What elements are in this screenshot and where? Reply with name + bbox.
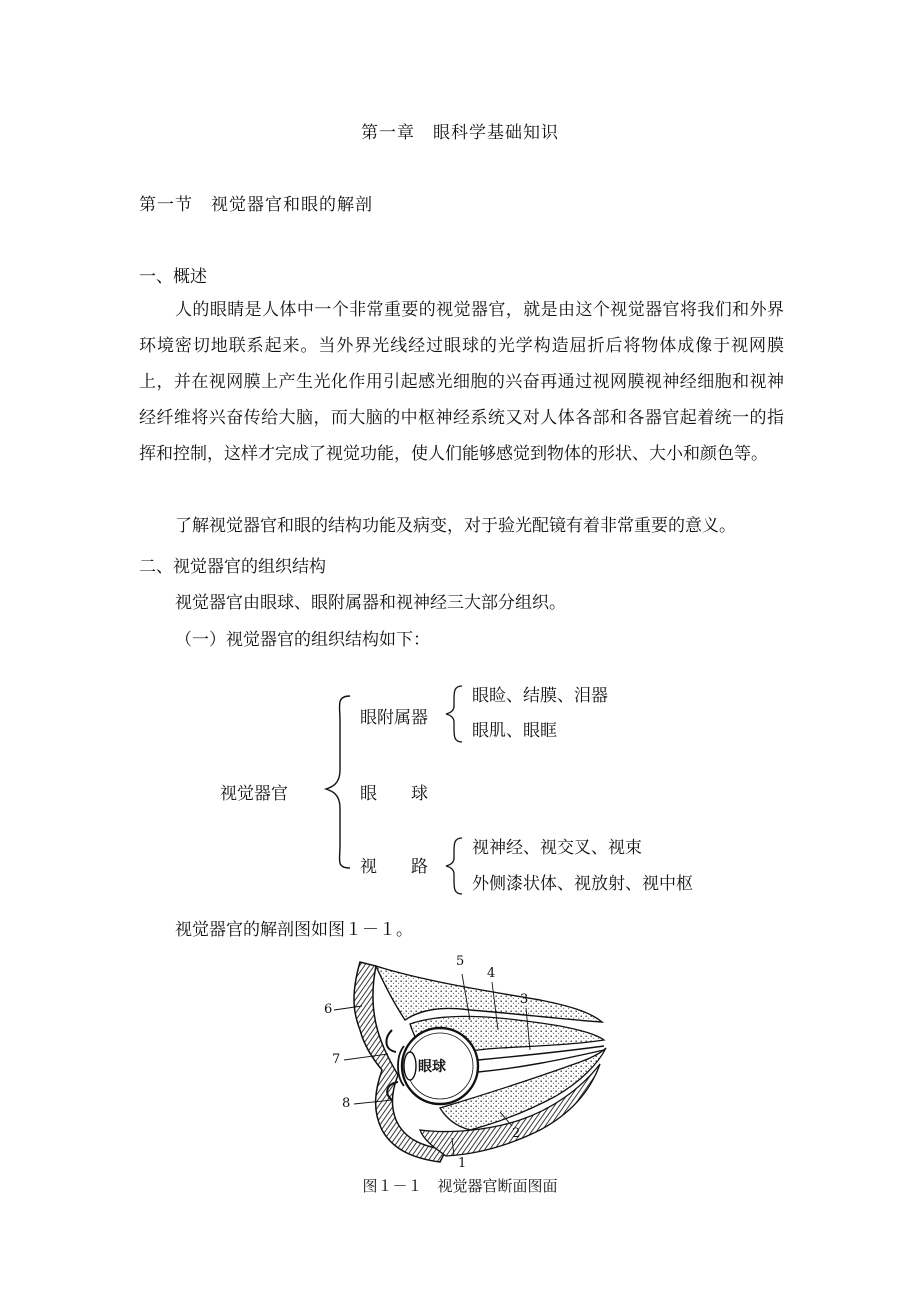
chapter-title: 第一章 眼科学基础知识 <box>361 123 559 143</box>
section-title: 第一节 视觉器官和眼的解剖 <box>139 195 373 215</box>
figure-number: 1 <box>458 1156 467 1171</box>
tree-root: 视觉器官 <box>220 784 288 804</box>
subheading-tree: （一）视觉器官的组织结构如下： <box>175 630 430 650</box>
tree-branch-pathway: 视 路 <box>360 857 428 877</box>
paragraph-significance: 了解视觉器官和眼的结构功能及病变，对于验光配镜有着非常重要的意义。 <box>175 516 736 536</box>
heading-structure: 二、视觉器官的组织结构 <box>139 557 326 577</box>
figure-number: 8 <box>342 1096 351 1111</box>
tree-pathway-item: 视神经、视交叉、视束 <box>472 838 642 858</box>
tree-branch-adnexa: 眼附属器 <box>360 708 428 728</box>
figure-eyeball-label: 眼球 <box>418 1059 446 1075</box>
figure-number: 6 <box>324 1002 333 1017</box>
tree-branch-eyeball: 眼 球 <box>360 784 428 804</box>
paragraph-overview: 人的眼睛是人体中一个非常重要的视觉器官，就是由这个视觉器官将我们和外界环境密切地联系起来。当外界光线经过眼球的光学构造屈折后将物体成像于视网膜上，并在视网膜上产生光化作用引起感光细胞的兴奋再通过视网膜视神经细胞和视神经纤维将兴奋传给大脑，而大脑的中枢神经系统又对人体各部和各器官起着统一的指挥和控制，这样才完成了视觉功能，使人们能够感觉到物体的形状、大小和颜色等。 <box>139 300 784 464</box>
heading-overview: 一、概述 <box>139 267 207 287</box>
figure-number: 7 <box>332 1052 341 1067</box>
figure-number: 5 <box>456 954 465 969</box>
figure-caption: 图１－１ 视觉器官断面图面 <box>362 1177 558 1195</box>
tree-adnexa-item: 眼肌、眼眶 <box>472 721 557 741</box>
figure-lens <box>404 1052 416 1080</box>
figure-number: 3 <box>520 992 529 1007</box>
figure-number: 2 <box>512 1126 521 1141</box>
figure-number: 4 <box>487 966 496 981</box>
tree-pathway-item: 外侧漆状体、视放射、视中枢 <box>472 874 693 894</box>
figure-upper-eyelid <box>386 1030 396 1052</box>
tree-adnexa-item: 眼睑、结膜、泪器 <box>472 686 608 706</box>
paragraph-composition: 视觉器官由眼球、眼附属器和视神经三大部分组织。 <box>175 593 566 613</box>
paragraph-figure-ref: 视觉器官的解剖图如图１－１。 <box>175 920 413 940</box>
